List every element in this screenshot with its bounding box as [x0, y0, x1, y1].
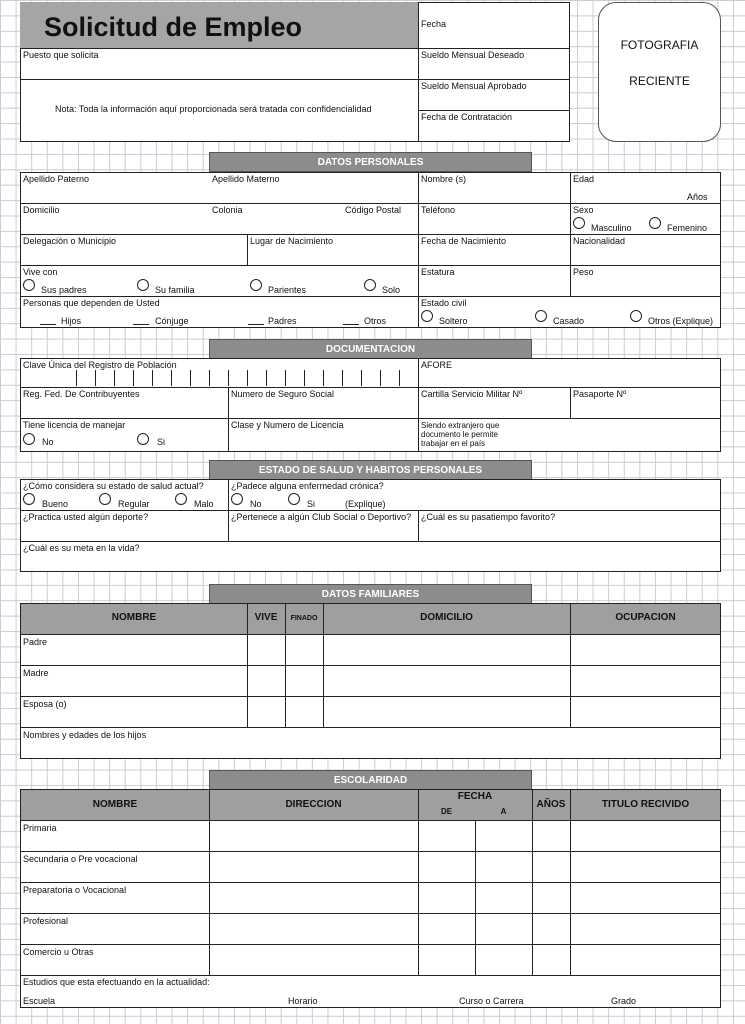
col-nombre-header: NOMBRE — [111, 612, 157, 623]
divider — [570, 789, 571, 975]
esc-anos-header: AÑOS — [536, 799, 566, 810]
form-title-bar — [20, 2, 418, 48]
padres-blank[interactable] — [248, 324, 264, 325]
curp-box-divider — [247, 370, 248, 386]
afore-label: AFORE — [421, 360, 453, 370]
grado-label: Grado — [611, 996, 637, 1006]
curp-box-divider — [266, 370, 267, 386]
estudios-actuales-label: Estudios que esta efectuando en la actualidad: — [23, 977, 210, 987]
divider — [20, 696, 721, 697]
divider — [20, 203, 721, 204]
divider — [418, 172, 419, 328]
solo-radio[interactable] — [364, 279, 376, 291]
cronica-no-radio[interactable] — [231, 493, 243, 505]
fecha-nacimiento-label: Fecha de Nacimiento — [421, 236, 507, 246]
photo-label: FOTOGRAFIA — [620, 38, 699, 52]
clase-licencia-label: Clase y Numero de Licencia — [231, 420, 344, 430]
extranjero-label: Siendo extranjero que — [421, 421, 500, 430]
divider — [570, 172, 571, 296]
table-row-label: Padre — [23, 637, 48, 647]
divider — [418, 510, 419, 541]
section-banner-salud: ESTADO DE SALUD Y HABITOS PERSONALES — [209, 460, 532, 480]
divider — [20, 510, 721, 511]
col-finado-header: FINADO — [290, 615, 318, 622]
parientes-label: Parientes — [268, 285, 307, 295]
parientes-radio[interactable] — [250, 279, 262, 291]
divider — [20, 48, 418, 49]
divider — [20, 265, 721, 266]
salud-bueno-label: Bueno — [42, 499, 69, 509]
curso-label: Curso o Carrera — [459, 996, 524, 1006]
divider — [20, 975, 721, 976]
hijos-blank[interactable] — [40, 324, 56, 325]
sueldo-deseado-label: Sueldo Mensual Deseado — [421, 50, 525, 60]
esc-titulo-header: TITULO RECIVIDO — [601, 799, 690, 810]
curp-box-divider — [228, 370, 229, 386]
esc-fecha-header: FECHA — [457, 791, 493, 802]
otros-explique-label: Otros (Explique) — [648, 316, 714, 326]
licencia-label: Tiene licencia de manejar — [23, 420, 126, 430]
licencia-si-radio[interactable] — [137, 433, 149, 445]
meta-label: ¿Cuál es su meta en la vida? — [23, 543, 140, 553]
table-row-label: Madre — [23, 668, 49, 678]
cronica-no-label: No — [250, 499, 262, 509]
divider — [20, 634, 721, 635]
divider — [20, 851, 721, 852]
horario-label: Horario — [288, 996, 318, 1006]
divider — [20, 727, 721, 728]
curp-box-divider — [209, 370, 210, 386]
salud-regular-radio[interactable] — [99, 493, 111, 505]
nombres-label: Nombre (s) — [421, 174, 467, 184]
curp-box-divider — [76, 370, 77, 386]
solo-label: Solo — [382, 285, 401, 295]
nacionalidad-label: Nacionalidad — [573, 236, 626, 246]
fecha-label: Fecha — [421, 19, 447, 29]
otros-blank[interactable] — [343, 324, 359, 325]
salud-malo-radio[interactable] — [175, 493, 187, 505]
sus-padres-label: Sus padres — [41, 285, 87, 295]
divider — [20, 234, 721, 235]
divider — [418, 48, 570, 49]
casado-label: Casado — [553, 316, 585, 326]
edad-label: Edad — [573, 174, 595, 184]
sus-padres-radio[interactable] — [23, 279, 35, 291]
col-ocupacion-header: OCUPACION — [615, 612, 676, 623]
divider — [20, 665, 721, 666]
delegacion-label: Delegación o Municipio — [23, 236, 117, 246]
dependientes-label: Personas que dependen de Usted — [23, 298, 160, 308]
table-row-label: Profesional — [23, 916, 69, 926]
section-banner-personales: DATOS PERSONALES — [209, 152, 532, 172]
curp-boxes[interactable] — [21, 370, 418, 386]
esc-a-header: A — [500, 807, 507, 816]
divider — [570, 387, 571, 418]
pasatiempo-label: ¿Cuál es su pasatiempo favorito? — [421, 512, 556, 522]
hijos-label: Hijos — [61, 316, 82, 326]
curp-box-divider — [152, 370, 153, 386]
divider — [20, 418, 721, 419]
divider — [209, 789, 210, 975]
conyuge-blank[interactable] — [133, 324, 149, 325]
estado-civil-label: Estado civil — [421, 298, 467, 308]
soltero-radio[interactable] — [421, 310, 433, 322]
divider — [20, 944, 721, 945]
divider — [418, 2, 419, 142]
esc-direccion-header: DIRECCION — [285, 799, 342, 810]
divider — [418, 358, 419, 452]
table-row-label: Primaria — [23, 823, 57, 833]
escuela-label: Escuela — [23, 996, 56, 1006]
curp-box-divider — [304, 370, 305, 386]
masculino-radio[interactable] — [573, 217, 585, 229]
divider — [475, 820, 476, 975]
deporte-label: ¿Practica usted algún deporte? — [23, 512, 149, 522]
curp-box-divider — [114, 370, 115, 386]
estatura-label: Estatura — [421, 267, 455, 277]
divider — [20, 79, 570, 80]
anos-label: Años — [687, 192, 708, 202]
table-row-label: Secundaria o Pre vocacional — [23, 854, 138, 864]
confidentiality-note: Nota: Toda la información aquí proporcionada será tratada con confidencialidad — [55, 104, 372, 114]
salud-regular-label: Regular — [118, 499, 150, 509]
col-vive-header: VIVE — [254, 612, 278, 623]
otros-label: Otros — [364, 316, 387, 326]
hijos-nombres-label: Nombres y edades de los hijos — [23, 730, 147, 740]
nss-label: Numero de Seguro Social — [231, 389, 335, 399]
masculino-label: Masculino — [591, 223, 632, 233]
su-familia-label: Su familia — [155, 285, 195, 295]
curp-box-divider — [399, 370, 400, 386]
telefono-label: Teléfono — [421, 205, 456, 215]
divider — [20, 913, 721, 914]
domicilio-label: Domicilio — [23, 205, 60, 215]
curp-box-divider — [133, 370, 134, 386]
licencia-si-label: Si — [157, 437, 166, 447]
puesto-label: Puesto que solicita — [23, 50, 99, 60]
casado-radio[interactable] — [535, 310, 547, 322]
licencia-no-label: No — [42, 437, 54, 447]
estado-salud-label: ¿Cómo considera su estado de salud actual? — [23, 481, 204, 491]
club-label: ¿Pertenece a algún Club Social o Deportivo? — [231, 512, 412, 522]
puesto-field[interactable] — [21, 62, 417, 78]
form-title: Solicitud de Empleo — [44, 12, 303, 42]
cronica-si-label: Si — [307, 499, 316, 509]
salud-bueno-radio[interactable] — [23, 493, 35, 505]
divider — [20, 882, 721, 883]
table-row-label: Esposa (o) — [23, 699, 67, 709]
divider — [20, 296, 721, 297]
divider — [20, 820, 721, 821]
photo-box[interactable] — [598, 2, 721, 142]
table-row-label: Preparatoria o Vocacional — [23, 885, 127, 895]
curp-box-divider — [171, 370, 172, 386]
divider — [418, 110, 570, 111]
su-familia-radio[interactable] — [137, 279, 149, 291]
section-banner-familiares: DATOS FAMILIARES — [209, 584, 532, 604]
curp-label: Clave Única del Registro de Población — [23, 360, 177, 370]
explique-label: (Explique) — [345, 499, 386, 509]
rfc-label: Reg. Fed. De Contribuyentes — [23, 389, 140, 399]
divider — [228, 387, 229, 452]
curp-box-divider — [95, 370, 96, 386]
table-row-label: Comercio u Otras — [23, 947, 94, 957]
curp-box-divider — [323, 370, 324, 386]
curp-box-divider — [361, 370, 362, 386]
cronica-label: ¿Padece alguna enfermedad crónica? — [231, 481, 384, 491]
extranjero-label: trabajar en el país — [421, 439, 486, 448]
divider — [20, 387, 721, 388]
esc-nombre-header: NOMBRE — [92, 799, 138, 810]
apellido-materno-label: Apellido Materno — [212, 174, 280, 184]
cronica-si-radio[interactable] — [288, 493, 300, 505]
sueldo-aprobado-label: Sueldo Mensual Aprobado — [421, 81, 527, 91]
divider — [228, 479, 229, 541]
femenino-radio[interactable] — [649, 217, 661, 229]
cartilla-label: Cartilla Servicio Militar Nº — [421, 389, 523, 399]
padres-label: Padres — [268, 316, 297, 326]
soltero-label: Soltero — [439, 316, 468, 326]
licencia-no-radio[interactable] — [23, 433, 35, 445]
section-banner-escolaridad: ESCOLARIDAD — [209, 770, 532, 790]
divider — [247, 234, 248, 265]
vive-con-label: Vive con — [23, 267, 58, 277]
divider — [20, 541, 721, 542]
fecha-contratacion-label: Fecha de Contratación — [421, 112, 513, 122]
salud-block — [20, 479, 721, 572]
section-banner-documentacion: DOCUMENTACION — [209, 339, 532, 359]
curp-box-divider — [285, 370, 286, 386]
otros-radio[interactable] — [630, 310, 642, 322]
lugar-nacimiento-label: Lugar de Nacimiento — [250, 236, 334, 246]
codigo-postal-label: Código Postal — [345, 205, 402, 215]
sexo-label: Sexo — [573, 205, 594, 215]
colonia-label: Colonia — [212, 205, 243, 215]
salud-malo-label: Malo — [194, 499, 214, 509]
curp-box-divider — [342, 370, 343, 386]
curp-box-divider — [190, 370, 191, 386]
extranjero-label: documento le permite — [421, 430, 498, 439]
peso-label: Peso — [573, 267, 594, 277]
esc-de-header: DE — [440, 807, 453, 816]
apellido-paterno-label: Apellido Paterno — [23, 174, 90, 184]
photo-label: RECIENTE — [629, 74, 690, 88]
pasaporte-label: Pasaporte Nº — [573, 389, 627, 399]
femenino-label: Femenino — [667, 223, 708, 233]
curp-box-divider — [380, 370, 381, 386]
col-domicilio-header: DOMICILIO — [420, 612, 473, 623]
conyuge-label: Cónjuge — [155, 316, 189, 326]
divider — [532, 789, 533, 975]
